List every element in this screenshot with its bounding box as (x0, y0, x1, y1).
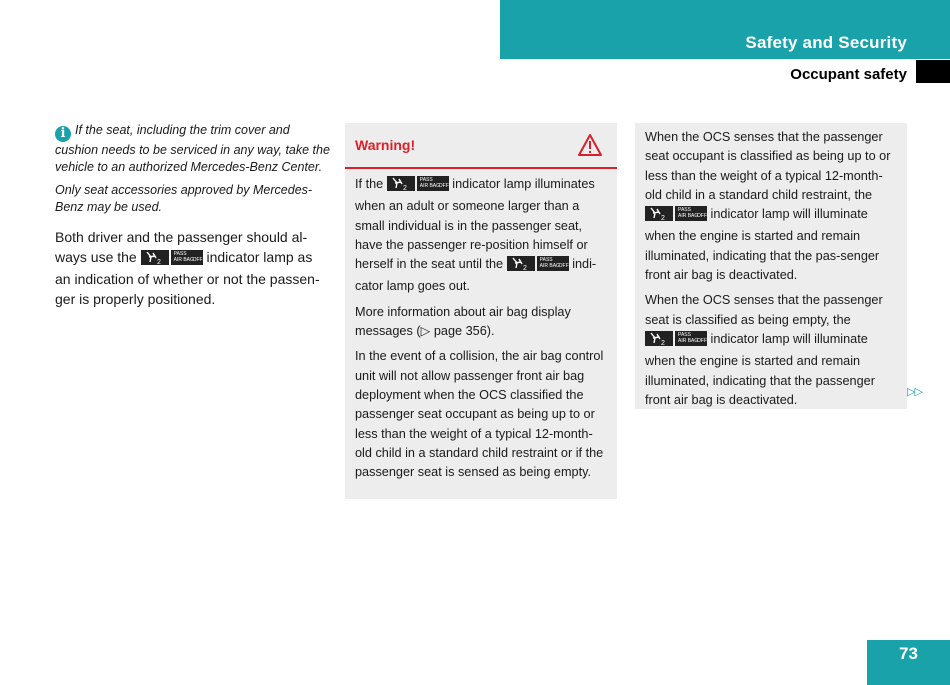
lamp-text: AIR BAG (539, 263, 560, 270)
lamp-text: AIR BAG (173, 256, 194, 263)
left-column (55, 122, 330, 309)
child-seat-icon (645, 331, 673, 346)
lamp-text: AIR BAG (419, 183, 441, 189)
page-number: 73 (899, 644, 918, 663)
seat-digit: 2 (402, 185, 407, 191)
ocs-paragraph-1 (645, 128, 897, 285)
continue-arrow-icon: ▷▷ (907, 386, 922, 398)
pass-airbag-off-icon (171, 250, 203, 265)
child-seat-icon (645, 206, 673, 221)
warning-paragraph-3: In the event of a collision, the air bag control unit will not allow passenger front air bag deployment when the OCS classified the passenger seat occupant as being up to or less than the weight of a typical 12-month-old child in a standard child restraint or if the passenger seat is sensed as being empty. (355, 349, 604, 480)
warning-text: If the (355, 177, 384, 191)
section-title: Safety and Security (745, 33, 907, 52)
child-seat-icon (141, 250, 169, 265)
pass-airbag-off-icon (537, 256, 569, 271)
passenger-airbag-off-lamp-icon (645, 206, 707, 227)
lamp-text: OFF (192, 256, 203, 263)
note-paragraph (55, 122, 330, 176)
lamp-text: OFF (697, 337, 707, 344)
note-paragraph-2: Only seat accessories approved by Mercedes-Benz may be used. (55, 183, 313, 214)
lamp-text: OFF (558, 263, 569, 270)
warning-triangle-icon (577, 133, 603, 157)
warning-header (345, 123, 617, 169)
pass-airbag-off-icon (675, 206, 707, 221)
lamp-text: PASS (678, 207, 691, 214)
passenger-airbag-off-lamp-icon (387, 176, 449, 197)
ocs-text: indicator lamp will illuminate when the engine is started and remain illuminated, indicating that the pas-senger front air bag is deactivated. (645, 207, 880, 283)
lamp-text: OFF (438, 183, 449, 189)
warning-paragraph-2: More information about air bag display messages (▷ page 356). (355, 304, 571, 339)
lamp-text: PASS (539, 257, 553, 264)
warning-paragraph-1 (355, 175, 607, 297)
child-seat-icon (507, 256, 535, 271)
lamp-text: PASS (173, 250, 187, 257)
passenger-airbag-off-lamp-icon (507, 256, 569, 277)
passenger-airbag-off-lamp-icon (645, 331, 707, 352)
note-text: If the seat, including the trim cover and cushion needs to be serviced in any way, take the vehicle to an authorized Mercedes-Benz Center. (55, 123, 330, 174)
warning-label: Warning! (355, 137, 416, 153)
ocs-text: When the OCS senses that the passenger seat occupant is classified as being up to or less than the weight of a typical 12-month-old child in a standard child restraint, the (645, 130, 891, 202)
child-seat-icon (387, 176, 415, 191)
warning-text: indicator lamp illuminates when an adult or someone larger than a small individual is in the passenger seat, have the passenger re-position himself or herself in the seat until the (355, 177, 595, 272)
body-text-before: Both driver and the passenger should al-ways use the (55, 229, 308, 265)
pass-airbag-off-icon (675, 331, 707, 346)
page-number-box (867, 640, 950, 685)
lamp-text: PASS (678, 331, 691, 338)
lamp-text: PASS (419, 177, 433, 183)
warning-box (345, 123, 617, 499)
body-text-after: indicator lamp as an indication of whether or not the passen-ger is properly positioned. (55, 248, 320, 307)
info-icon: i (55, 126, 71, 142)
warning-body (345, 169, 617, 482)
passenger-airbag-off-lamp-icon (141, 250, 203, 271)
lamp-text: OFF (697, 213, 707, 220)
seat-digit: 2 (156, 258, 161, 265)
seat-digit: 2 (522, 265, 527, 272)
ocs-info-body (635, 123, 907, 410)
lamp-text: AIR BAG (678, 337, 699, 344)
pass-airbag-off-icon (417, 176, 449, 191)
lamp-text: AIR BAG (678, 213, 699, 220)
ocs-text: When the OCS senses that the passenger seat is classified as being empty, the (645, 293, 883, 327)
seat-digit: 2 (661, 215, 665, 222)
body-paragraph (55, 228, 330, 309)
seat-digit: 2 (661, 339, 665, 346)
thumb-tab (916, 60, 950, 83)
ocs-paragraph-2 (645, 291, 897, 410)
ocs-text: indicator lamp will illuminate when the engine is started and remain illuminated, indicating that the passenger front air bag is deactivated. (645, 331, 875, 407)
warning-text: indi-cator lamp goes out. (355, 257, 597, 294)
subsection-title: Occupant safety (790, 66, 907, 83)
ocs-info-box (635, 123, 907, 409)
